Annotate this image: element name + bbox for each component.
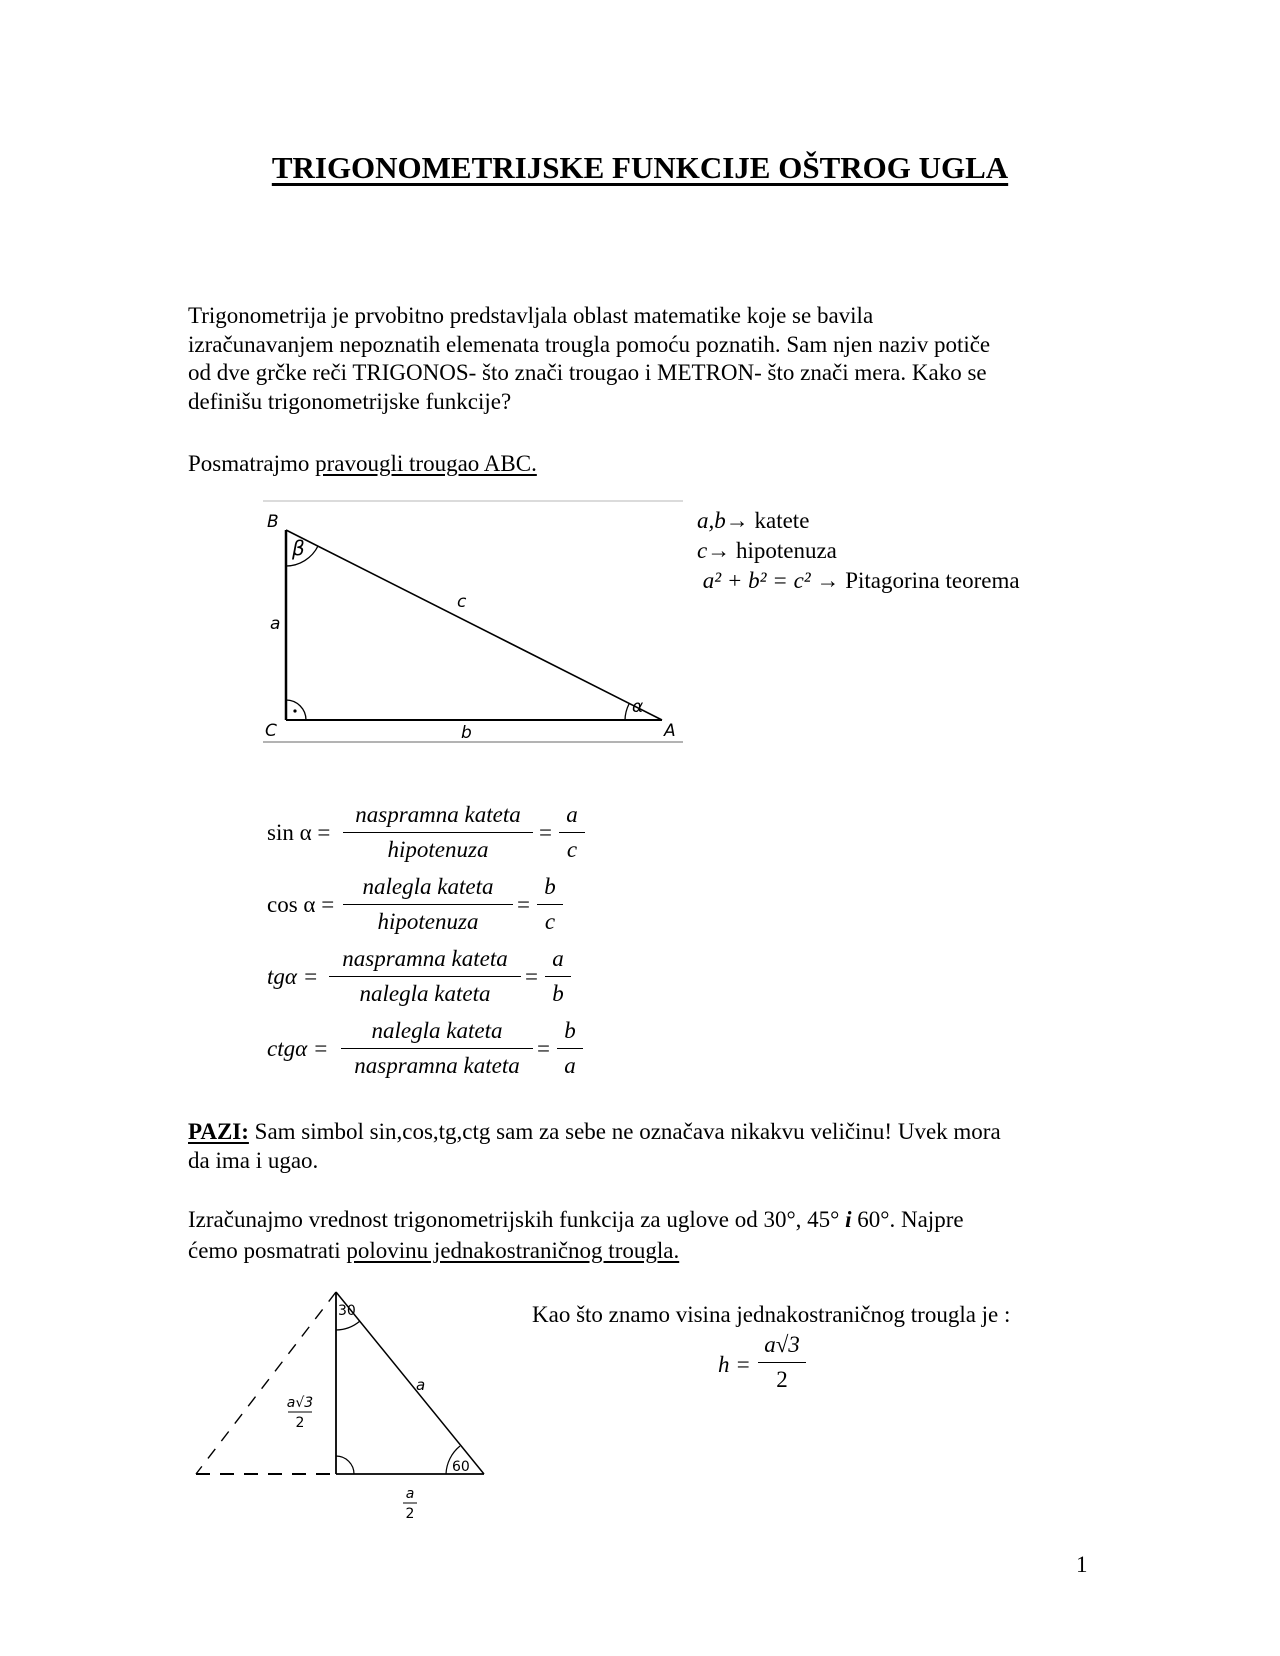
legend-legs — [697, 506, 1020, 536]
base-numerator-label: a — [405, 1486, 415, 1502]
pyth-text: → Pitagorina teorema — [810, 568, 1020, 593]
cos-equals: = — [517, 892, 530, 917]
angle-beta-label: β — [292, 536, 305, 560]
sin-result-numerator: a — [566, 802, 578, 827]
intro-line: Trigonometrija je prvobitno predstavljala oblast matematike koje se bavila — [188, 303, 874, 328]
legend-hypotenuse — [697, 536, 1020, 566]
compute-suffix: . Najpre — [889, 1207, 964, 1232]
tg-equals: = — [525, 964, 538, 989]
page-title: TRIGONOMETRIJSKE FUNKCIJE OŠTROG UGLA — [271, 150, 1009, 185]
cos-denominator: hipotenuza — [343, 904, 513, 937]
cos-fraction — [343, 872, 513, 937]
angle-60-label: 60 — [452, 1459, 470, 1475]
side-c-line — [286, 530, 662, 720]
legs-symbol: a,b — [697, 508, 726, 533]
cos-lhs: cos α = — [267, 892, 335, 917]
right-triangle-figure — [255, 500, 685, 745]
cos-result-numerator: b — [544, 874, 556, 899]
height-fraction — [758, 1330, 806, 1395]
compute-line — [188, 1204, 1088, 1235]
compute-paragraph — [188, 1204, 1088, 1266]
vertex-c-label: C — [265, 721, 277, 741]
tg-lhs: tgα = — [267, 964, 319, 989]
base-denominator-label: 2 — [405, 1506, 415, 1522]
intro-line: definišu trigonometrijske funkcije? — [188, 388, 512, 414]
hypotenuse-line — [336, 1292, 484, 1474]
ctg-equals: = — [537, 1036, 550, 1061]
page-number: 1 — [1076, 1552, 1088, 1577]
half-equilateral-triangle-figure — [188, 1278, 498, 1528]
pazi-text: Sam simbol sin,cos,tg,ctg sam za sebe ne označava nikakvu veličinu! Uvek mora — [248, 1119, 1001, 1144]
observe-prefix: Posmatrajmo — [188, 451, 316, 476]
pazi-line — [188, 1118, 1088, 1147]
height-denominator: 2 — [758, 1362, 806, 1395]
height-numerator: a√3 — [764, 1332, 800, 1357]
ctg-denominator: naspramna kateta — [341, 1048, 533, 1081]
observe-line — [188, 450, 1088, 479]
right-angle-arc-2 — [336, 1456, 354, 1474]
pazi-label: PAZI: — [188, 1119, 249, 1144]
sin-fraction — [343, 800, 533, 865]
right-triangle-link: pravougli trougao ABC. — [315, 451, 537, 476]
ctg-numerator: nalegla kateta — [371, 1018, 503, 1043]
ctg-fraction — [341, 1016, 533, 1081]
sin-lhs: sin α = — [267, 820, 331, 845]
compute-prefix: Izračunajmo vrednost trigonometrijskih funkcija za uglove od — [188, 1207, 764, 1232]
half-triangle-link: polovinu jednakostraničnog trougla. — [346, 1238, 680, 1263]
angle-30-label: 30 — [338, 1303, 356, 1319]
dashed-side-line — [196, 1292, 336, 1474]
compute-line — [188, 1235, 1088, 1266]
ctg-lhs: ctgα = — [267, 1036, 329, 1061]
legend-pythagoras — [697, 566, 1020, 596]
hyp-symbol: c — [697, 538, 708, 563]
right-angle-dot — [293, 709, 296, 712]
vertex-a-label: A — [664, 721, 676, 741]
height-denominator-label: 2 — [295, 1415, 305, 1431]
sin-result-denominator: c — [559, 832, 585, 865]
cos-numerator: nalegla kateta — [362, 874, 494, 899]
intro-line: izračunavanjem nepoznatih elemenata trougla pomoću poznatih. Sam njen naziv potiče — [188, 331, 991, 357]
conjunction-i: i — [845, 1207, 852, 1232]
triangle-legend — [697, 506, 1020, 596]
height-numerator-label: a√3 — [286, 1395, 314, 1411]
tg-fraction — [329, 944, 521, 1009]
pyth-formula: a² + b² = c² — [702, 568, 811, 593]
height-lhs: h = — [718, 1352, 751, 1377]
height-formula — [718, 1330, 838, 1402]
sin-result — [559, 800, 585, 865]
tg-result-denominator: b — [545, 976, 571, 1009]
ctg-result-numerator: b — [564, 1018, 576, 1043]
height-statement: Kao što znamo visina jednakostraničnog trougla je : — [532, 1302, 1011, 1327]
side-c-label: c — [457, 592, 467, 612]
tg-result-numerator: a — [552, 946, 564, 971]
intro-paragraph — [188, 302, 1088, 416]
side-a-label: a — [270, 614, 281, 634]
angles-30-45: 30°, 45° — [763, 1207, 846, 1232]
angle-alpha-label: α — [632, 697, 644, 717]
compute-line2-prefix: ćemo posmatrati — [188, 1238, 347, 1263]
angle-alpha-arc — [625, 704, 629, 720]
vertex-b-label: B — [267, 512, 279, 532]
hyp-text: → hipotenuza — [707, 538, 837, 563]
angle-30-arc — [336, 1321, 360, 1330]
tg-numerator: naspramna kateta — [342, 946, 508, 971]
ctg-result — [557, 1016, 583, 1081]
side-b-label: b — [461, 723, 472, 743]
sin-equals: = — [539, 820, 552, 845]
angle-60: 60° — [851, 1207, 890, 1232]
cos-result-denominator: c — [537, 904, 563, 937]
intro-line: od dve grčke reči TRIGONOS- što znači trougao i METRON- što znači mera. Kako se — [188, 360, 987, 385]
hypotenuse-a-label: a — [416, 1376, 426, 1394]
legs-text: → katete — [725, 508, 810, 533]
tg-result — [545, 944, 571, 1009]
cos-result — [537, 872, 563, 937]
tg-denominator: nalegla kateta — [329, 976, 521, 1009]
pazi-line: da ima i ugao. — [188, 1147, 319, 1173]
ctg-result-denominator: a — [557, 1048, 583, 1081]
sin-numerator: naspramna kateta — [355, 802, 521, 827]
pazi-note — [188, 1118, 1088, 1175]
sin-denominator: hipotenuza — [343, 832, 533, 865]
